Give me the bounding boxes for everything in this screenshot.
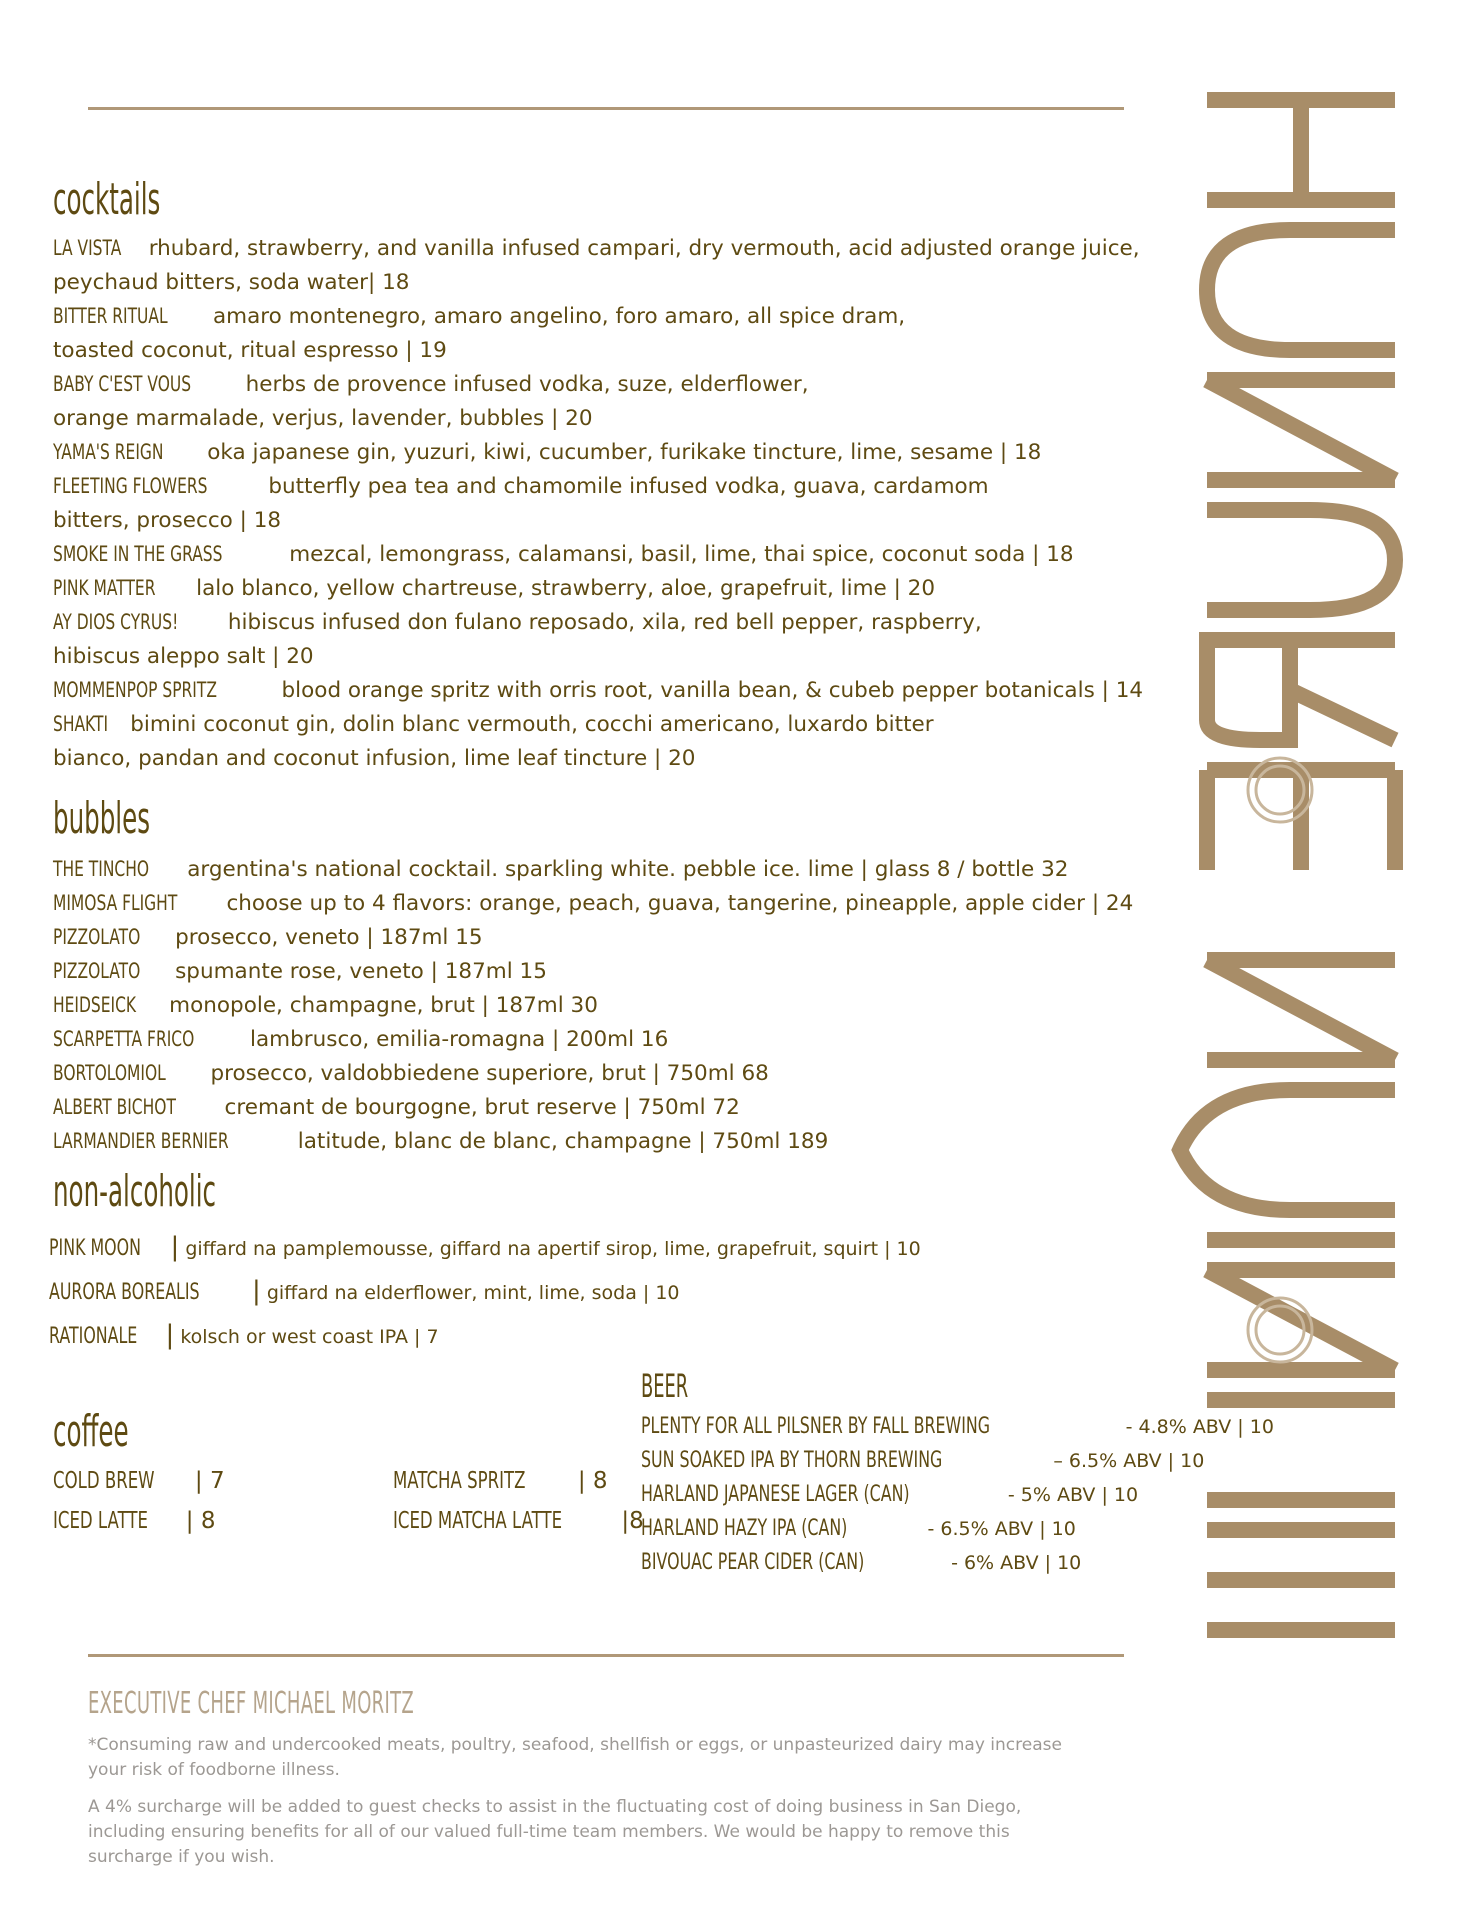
cocktail-desc: bimini coconut gin, dolin blanc vermouth, cocchi americano, luxardo bitter bbox=[130, 712, 934, 737]
bubbles-item bbox=[53, 1057, 1173, 1091]
beer-item bbox=[641, 1546, 1181, 1580]
cocktail-name: SHAKTI bbox=[53, 712, 109, 737]
beer-desc: – 6.5% ABV | 10 bbox=[1053, 1450, 1205, 1472]
bubbles-item bbox=[53, 955, 1173, 989]
cocktail-item bbox=[53, 538, 1173, 572]
cocktail-desc: butterfly pea tea and chamomile infused vodka, guava, cardamom bbox=[268, 474, 989, 499]
cocktail-desc-cont: bitters, prosecco | 18 bbox=[53, 508, 282, 533]
cocktail-item bbox=[53, 708, 1173, 742]
beer-section bbox=[641, 1367, 1274, 1580]
cocktail-name: YAMA'S REIGN bbox=[53, 440, 164, 465]
cocktail-desc-cont: peychaud bitters, soda water| 18 bbox=[53, 270, 410, 295]
beer-name: HARLAND JAPANESE LAGER (CAN) bbox=[641, 1482, 910, 1507]
beer-desc: - 4.8% ABV | 10 bbox=[1125, 1416, 1274, 1438]
cocktail-desc-cont: bianco, pandan and coconut infusion, lime leaf tincture | 20 bbox=[53, 746, 696, 771]
cocktail-name: PINK MATTER bbox=[53, 576, 156, 601]
top-divider bbox=[88, 107, 1124, 110]
nonalcoholic-desc: kolsch or west coast IPA | 7 bbox=[180, 1326, 439, 1348]
beer-heading: BEER bbox=[641, 1367, 689, 1405]
bubbles-name: BORTOLOMIOL bbox=[53, 1061, 166, 1086]
bubbles-heading: bubbles bbox=[53, 793, 151, 844]
bubbles-name: ALBERT BICHOT bbox=[53, 1095, 176, 1120]
cocktails-list bbox=[53, 232, 1173, 776]
nonalcoholic-desc: giffard na pamplemousse, giffard na apertif sirop, lime, grapefruit, squirt | 10 bbox=[185, 1238, 921, 1260]
bubbles-name: PIZZOLATO bbox=[53, 925, 141, 950]
cocktail-desc: blood orange spritz with orris root, vanilla bean, & cubeb pepper botanicals | 14 bbox=[281, 678, 1144, 703]
bubbles-desc: cremant de bourgogne, brut reserve | 750ml 72 bbox=[224, 1095, 740, 1120]
nonalcoholic-item: RATIONALE | kolsch or west coast IPA | 7 bbox=[49, 1314, 1173, 1358]
bubbles-name: SCARPETTA FRICO bbox=[53, 1027, 195, 1052]
bubbles-section bbox=[53, 793, 1173, 1159]
bubbles-name: THE TINCHO bbox=[53, 857, 150, 882]
bubbles-item bbox=[53, 1091, 1173, 1125]
coffee-section bbox=[53, 1406, 644, 1558]
coffee-name: ICED LATTE bbox=[53, 1508, 148, 1534]
cocktail-item bbox=[53, 606, 1173, 640]
nonalcoholic-section bbox=[49, 1166, 1173, 1358]
cocktail-desc-cont: toasted coconut, ritual espresso | 19 bbox=[53, 338, 447, 363]
bubbles-item bbox=[53, 989, 1173, 1023]
bubbles-desc: monopole, champagne, brut | 187ml 30 bbox=[169, 993, 598, 1018]
cocktail-item bbox=[53, 368, 1173, 402]
bubbles-list bbox=[53, 853, 1173, 1159]
coffee-name: COLD BREW bbox=[53, 1468, 155, 1494]
coffee-name: MATCHA SPRITZ bbox=[393, 1468, 526, 1494]
cocktail-desc: lalo blanco, yellow chartreuse, strawberry, aloe, grapefruit, lime | 20 bbox=[196, 576, 936, 601]
beer-desc: - 5% ABV | 10 bbox=[1007, 1484, 1139, 1506]
cocktail-desc-cont: hibiscus aleppo salt | 20 bbox=[53, 644, 314, 669]
cocktail-desc: amaro montenegro, amaro angelino, foro amaro, all spice dram, bbox=[213, 304, 906, 329]
nonalcoholic-list bbox=[49, 1226, 1173, 1358]
cocktail-name: SMOKE IN THE GRASS bbox=[53, 542, 223, 567]
cocktail-name: AY DIOS CYRUS! bbox=[53, 610, 179, 635]
bubbles-desc: argentina's national cocktail. sparkling white. pebble ice. lime | glass 8 / bottle 32 bbox=[187, 857, 1069, 882]
cocktail-desc: oka japanese gin, yuzuri, kiwi, cucumber, furikake tincture, lime, sesame | 18 bbox=[207, 440, 1042, 465]
cocktail-item bbox=[53, 436, 1173, 470]
coffee-item bbox=[53, 1468, 225, 1494]
bubbles-item bbox=[53, 1125, 1173, 1159]
nonalcoholic-name: AURORA BOREALIS bbox=[49, 1280, 200, 1305]
bubbles-item bbox=[53, 887, 1173, 921]
bubbles-name: MIMOSA FLIGHT bbox=[53, 891, 178, 916]
cocktail-name: MOMMENPOP SPRITZ bbox=[53, 678, 217, 703]
bubbles-name: PIZZOLATO bbox=[53, 959, 141, 984]
cocktails-heading: cocktails bbox=[53, 174, 161, 225]
cocktail-item bbox=[53, 572, 1173, 606]
coffee-price: | 8 bbox=[185, 1508, 216, 1534]
bubbles-desc: prosecco, veneto | 187ml 15 bbox=[175, 925, 483, 950]
bubbles-item bbox=[53, 853, 1173, 887]
executive-chef-credit: EXECUTIVE CHEF MICHAEL MORITZ bbox=[88, 1686, 415, 1721]
cocktail-desc: mezcal, lemongrass, calamansi, basil, lime, thai spice, coconut soda | 18 bbox=[289, 542, 1074, 567]
coffee-heading: coffee bbox=[53, 1406, 129, 1457]
beer-item bbox=[641, 1410, 1274, 1444]
beer-list bbox=[641, 1410, 1274, 1580]
cocktail-desc: herbs de provence infused vodka, suze, elderflower, bbox=[245, 372, 809, 397]
bubbles-desc: lambrusco, emilia-romagna | 200ml 16 bbox=[250, 1027, 669, 1052]
beer-name: HARLAND HAZY IPA (CAN) bbox=[641, 1516, 848, 1541]
nonalcoholic-desc: giffard na elderflower, mint, lime, soda | 10 bbox=[266, 1282, 680, 1304]
cocktail-desc-cont: orange marmalade, verjus, lavender, bubbles | 20 bbox=[53, 406, 593, 431]
bubbles-item bbox=[53, 921, 1173, 955]
coffee-price: |8 bbox=[621, 1508, 644, 1534]
bottom-divider bbox=[88, 1654, 1124, 1657]
footer bbox=[88, 1686, 1088, 1870]
cocktails-section bbox=[53, 174, 1173, 776]
cocktail-name: FLEETING FLOWERS bbox=[53, 474, 208, 499]
coffee-item bbox=[53, 1508, 216, 1534]
cocktail-name: BITTER RITUAL bbox=[53, 304, 168, 329]
cocktail-item bbox=[53, 470, 1173, 504]
coffee-price: | 8 bbox=[577, 1468, 608, 1494]
nonalcoholic-name: RATIONALE bbox=[49, 1324, 138, 1349]
beer-desc: - 6% ABV | 10 bbox=[945, 1552, 1082, 1574]
cocktail-desc: hibiscus infused don fulano reposado, xila, red bell pepper, raspberry, bbox=[227, 610, 982, 635]
bubbles-item bbox=[53, 1023, 1173, 1057]
bubbles-name: LARMANDIER BERNIER bbox=[53, 1129, 229, 1154]
coffee-list bbox=[53, 1468, 644, 1558]
beer-name: BIVOUAC PEAR CIDER (CAN) bbox=[641, 1550, 865, 1575]
bubbles-desc: spumante rose, veneto | 187ml 15 bbox=[175, 959, 547, 984]
cocktail-name: LA VISTA bbox=[53, 236, 122, 261]
surcharge-notice: A 4% surcharge will be added to guest checks to assist in the fluctuating cost of doing business in San Diego, including ensuring benefits for all of our valued full-time team members. We would be happy to remove this surcharge if you wish. bbox=[88, 1797, 1022, 1867]
bubbles-desc: prosecco, valdobbiedene superiore, brut | 750ml 68 bbox=[210, 1061, 769, 1086]
coffee-item bbox=[393, 1468, 608, 1494]
coffee-item bbox=[393, 1508, 644, 1534]
beer-desc: - 6.5% ABV | 10 bbox=[927, 1518, 1076, 1540]
cocktail-item bbox=[53, 674, 1173, 708]
bubbles-desc: latitude, blanc de blanc, champagne | 750ml 189 bbox=[297, 1129, 829, 1154]
beer-item bbox=[641, 1478, 1181, 1512]
nonalcoholic-item: PINK MOON | giffard na pamplemousse, giffard na apertif sirop, lime, grapefruit, squirt | 10 bbox=[49, 1226, 1173, 1270]
bubbles-name: HEIDSEICK bbox=[53, 993, 137, 1018]
communion-brunch-wordmark bbox=[1160, 90, 1420, 1670]
nonalcoholic-item: AURORA BOREALIS | giffard na elderflower, mint, lime, soda | 10 bbox=[49, 1270, 1173, 1314]
coffee-price: | 7 bbox=[194, 1468, 225, 1494]
coffee-name: ICED MATCHA LATTE bbox=[393, 1508, 563, 1534]
beer-name: PLENTY FOR ALL PILSNER BY FALL BREWING bbox=[641, 1414, 990, 1439]
cocktail-desc: rhubard, strawberry, and vanilla infused campari, dry vermouth, acid adjusted orange juice, bbox=[148, 236, 1140, 261]
nonalcoholic-heading: non-alcoholic bbox=[53, 1166, 217, 1217]
cocktail-name: BABY C'EST VOUS bbox=[53, 372, 192, 397]
nonalcoholic-name: PINK MOON bbox=[49, 1236, 141, 1261]
cocktail-item bbox=[53, 232, 1173, 266]
beer-item bbox=[641, 1512, 1181, 1546]
cocktail-item bbox=[53, 300, 1173, 334]
brand-logotype bbox=[1160, 90, 1420, 1670]
food-safety-disclaimer: *Consuming raw and undercooked meats, poultry, seafood, shellfish or eggs, or unpasteurized dairy may increase your risk of foodborne illness. bbox=[88, 1735, 1062, 1780]
bubbles-desc: choose up to 4 flavors: orange, peach, guava, tangerine, pineapple, apple cider | 24 bbox=[226, 891, 1134, 916]
beer-name: SUN SOAKED IPA BY THORN BREWING bbox=[641, 1448, 943, 1473]
beer-item bbox=[641, 1444, 1205, 1478]
